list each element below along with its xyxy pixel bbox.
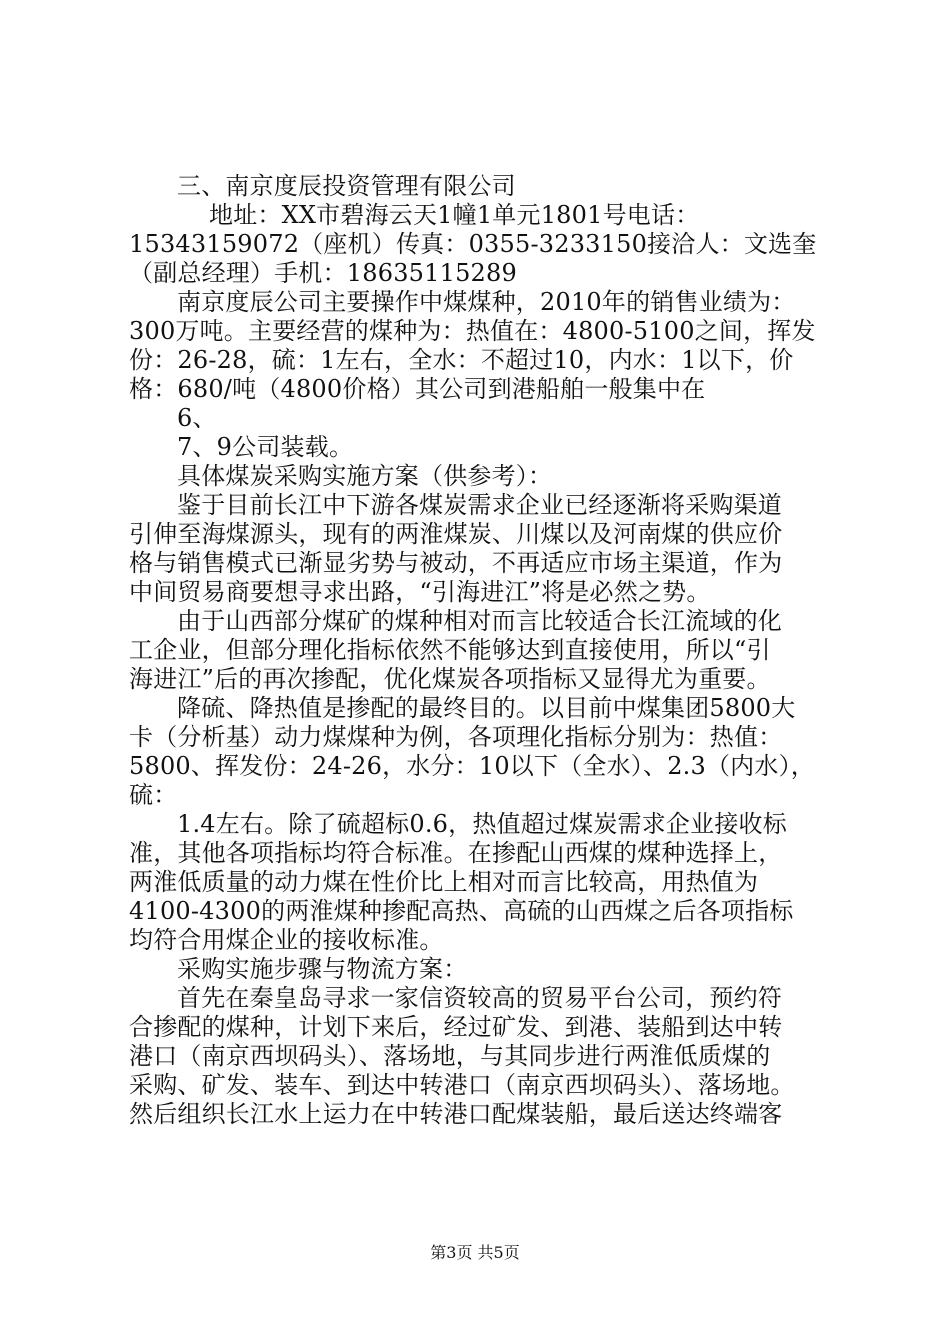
- paragraph-line: 份：26-28，硫：1左右，全水：不超过10，内水：1以下，价: [129, 346, 794, 374]
- document-body: [129, 172, 833, 1129]
- paragraph-line: 4100-4300的两淮煤种掺配高热、高硫的山西煤之后各项指标: [129, 897, 794, 925]
- paragraph-line: 硫：: [129, 781, 178, 809]
- section-heading: 三、南京度辰投资管理有限公司: [177, 172, 516, 200]
- paragraph-line: 6、: [177, 404, 217, 432]
- paragraph-line: 然后组织长江水上运力在中转港口配煤装船，最后送达终端客: [129, 1100, 783, 1128]
- paragraph-line: 工企业，但部分理化指标依然不能够达到直接使用，所以“引: [129, 636, 771, 664]
- paragraph-line: 引伸至海煤源头，现有的两淮煤炭、川煤以及河南煤的供应价: [129, 520, 783, 548]
- section-heading: 具体煤炭采购实施方案（供参考）：: [177, 462, 553, 490]
- paragraph-line: 格：680/吨（4800价格）其公司到港船舶一般集中在: [129, 375, 706, 403]
- paragraph-line: 南京度辰公司主要操作中煤煤种，2010年的销售业绩为：: [177, 288, 796, 316]
- page-number-footer: 第3页 共5页: [430, 1243, 520, 1262]
- paragraph-line: 鉴于目前长江中下游各煤炭需求企业已经逐渐将采购渠道: [177, 491, 782, 519]
- paragraph-line: 采购、矿发、装车、到达中转港口（南京西坝码头）、落场地。: [129, 1071, 795, 1099]
- section-heading: 采购实施步骤与物流方案：: [177, 955, 468, 983]
- paragraph-line: 300万吨。主要经营的煤种为：热值在：4800-5100之间，挥发: [129, 317, 816, 345]
- paragraph-line: 中间贸易商要想寻求出路，“引海进江”将是必然之势。: [129, 578, 711, 606]
- paragraph-line: 5800、挥发份：24-26，水分：10以下（全水）、2.3（内水），: [129, 752, 815, 780]
- contact-line: 15343159072（座机）传真：0355-3233150接洽人：文选奎: [129, 230, 817, 258]
- contact-line: （副总经理）手机：18635115289: [129, 259, 517, 287]
- paragraph-line: 卡（分析基）动力煤煤种为例，各项理化指标分别为：热值：: [129, 723, 783, 751]
- paragraph-line: 海进江”后的再次掺配，优化煤炭各项指标又显得尤为重要。: [129, 665, 771, 693]
- paragraph-line: 格与销售模式已渐显劣势与被动，不再适应市场主渠道，作为: [129, 549, 783, 577]
- paragraph-line: 两淮低质量的动力煤在性价比上相对而言比较高，用热值为: [129, 868, 759, 896]
- paragraph-line: 合掺配的煤种，计划下来后，经过矿发、到港、装船到达中转: [129, 1013, 783, 1041]
- paragraph-line: 准，其他各项指标均符合标准。在掺配山西煤的煤种选择上，: [129, 839, 783, 867]
- paragraph-line: 港口（南京西坝码头）、落场地，与其同步进行两淮低质煤的: [129, 1042, 771, 1070]
- paragraph-line: 7、9公司装载。: [177, 433, 354, 461]
- address-line: 地址：XX市碧海云天1幢1单元1801号电话：: [209, 201, 700, 229]
- paragraph-line: 均符合用煤企业的接收标准。: [129, 926, 444, 954]
- paragraph-line: 降硫、降热值是掺配的最终目的。以目前中煤集团5800大: [177, 694, 796, 722]
- paragraph-line: 首先在秦皇岛寻求一家信资较高的贸易平台公司，预约符: [177, 984, 782, 1012]
- paragraph-line: 由于山西部分煤矿的煤种相对而言比较适合长江流域的化: [177, 607, 782, 635]
- paragraph-line: 1.4左右。除了硫超标0.6，热值超过煤炭需求企业接收标: [177, 810, 787, 838]
